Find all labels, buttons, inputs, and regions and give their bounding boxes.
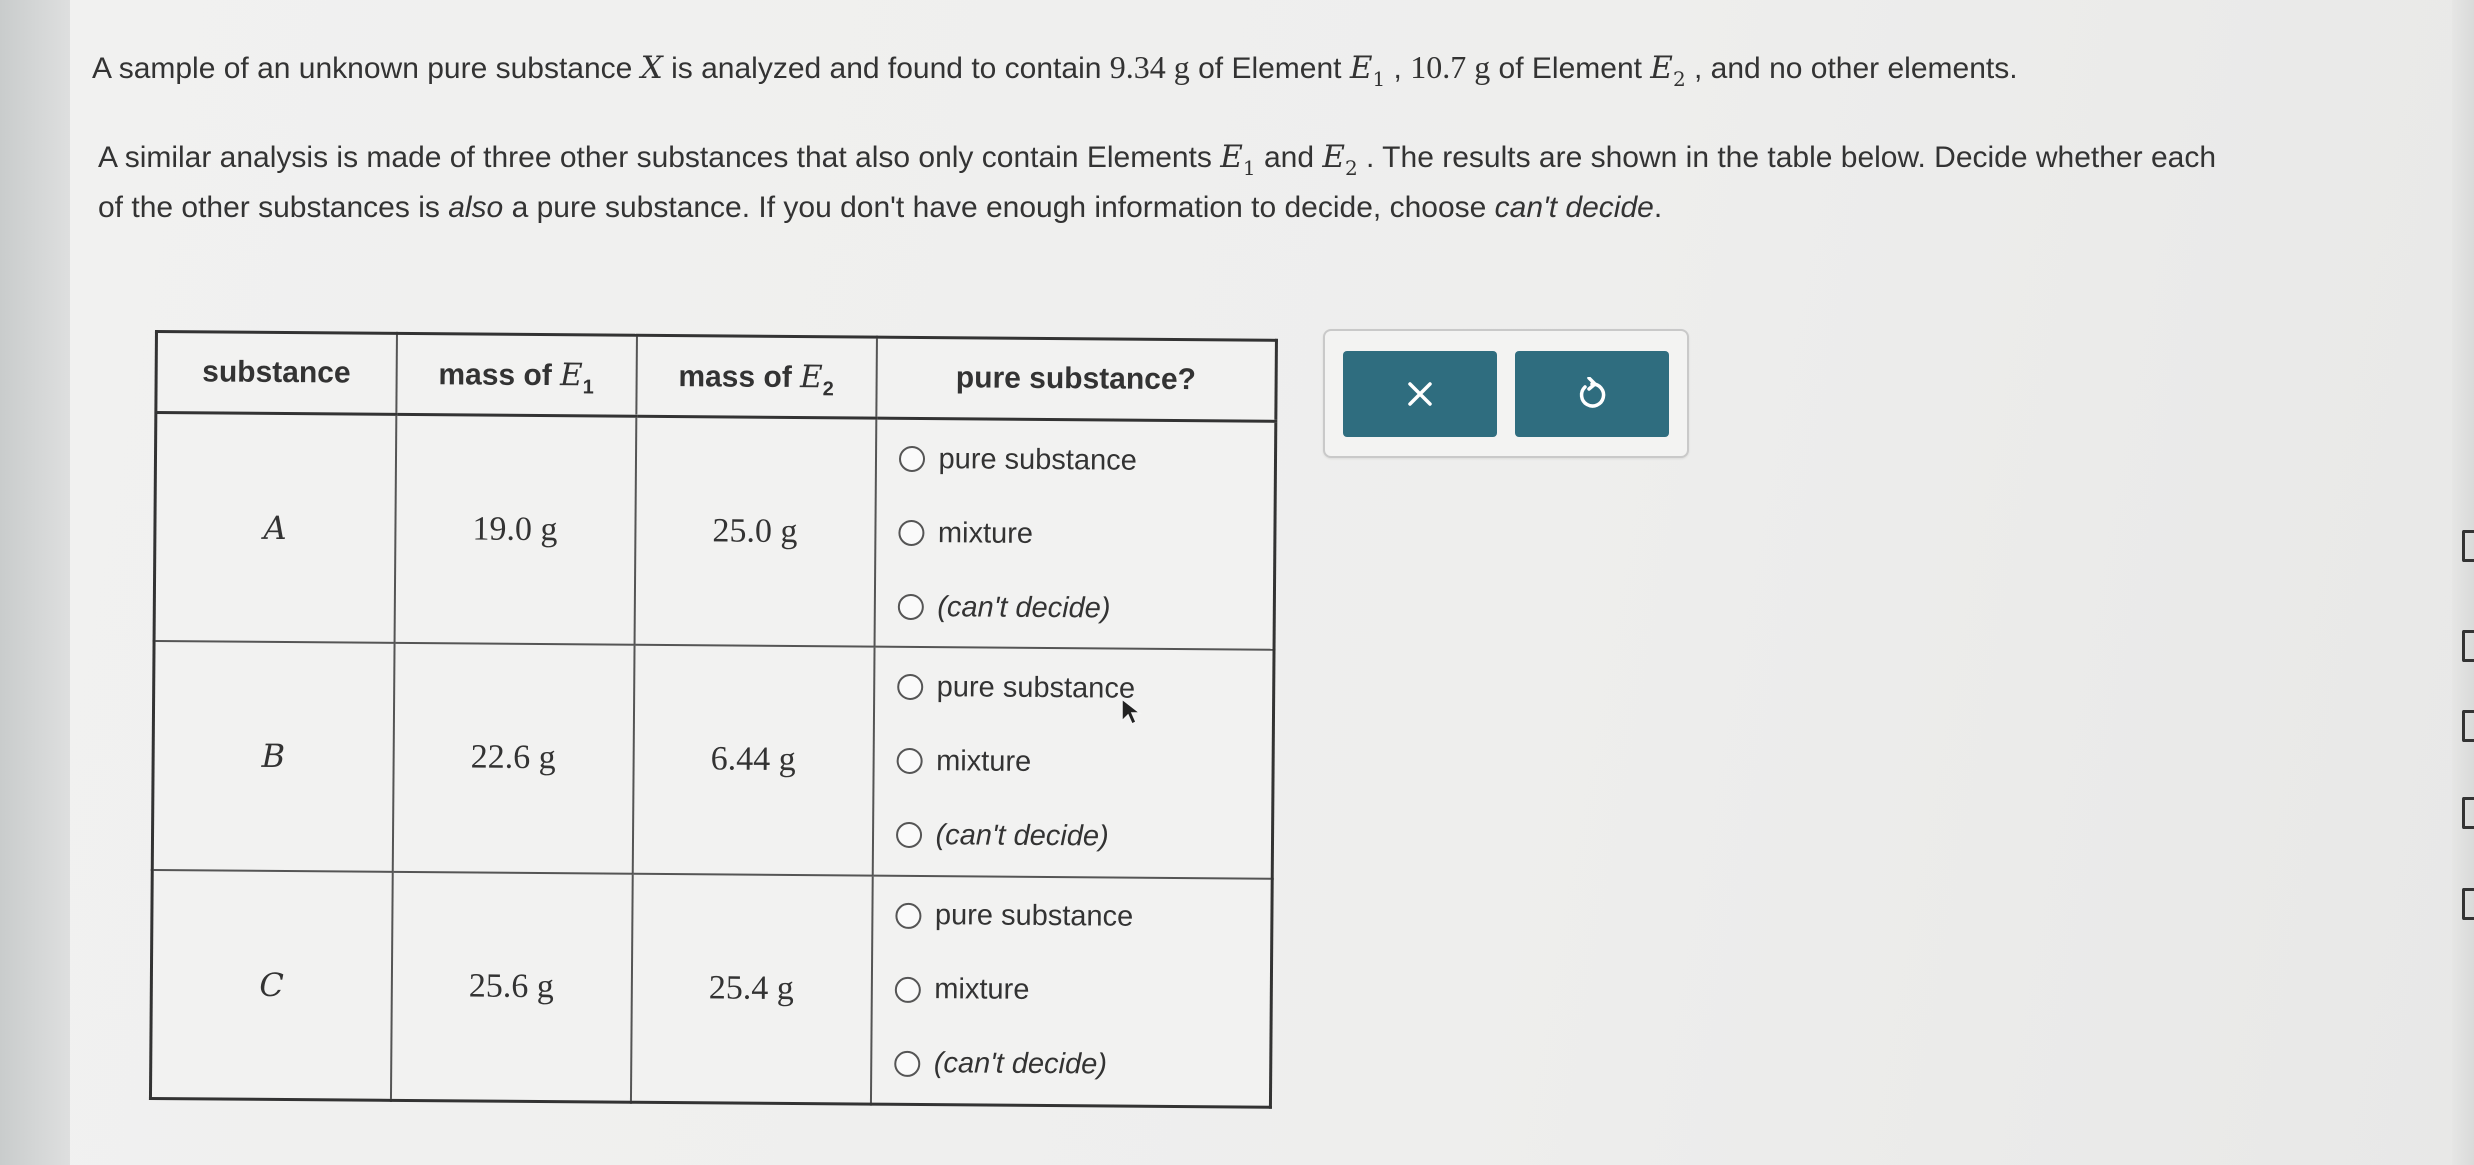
radio-pure-substance-c[interactable]	[895, 879, 1271, 956]
option-label: mixture	[936, 745, 1032, 778]
header-label: mass of	[678, 360, 801, 395]
intro-text: ,	[1385, 52, 1411, 85]
toolbar-icon[interactable]	[2462, 888, 2474, 920]
element-e1	[1220, 139, 1256, 180]
header-substance: substance	[156, 332, 397, 415]
emphasis-also: also	[448, 191, 504, 224]
intro-line	[98, 183, 2216, 233]
emphasis-cant-decide: can't decide	[1494, 191, 1654, 224]
element-subscript: 1	[582, 376, 594, 399]
intro-text: A similar analysis is made of three other substances that also only contain Elements	[98, 141, 1221, 174]
intro-paragraph-2	[98, 132, 2216, 233]
option-label: pure substance	[934, 899, 1134, 934]
radio-pure-substance-b[interactable]	[896, 650, 1272, 727]
intro-text: .	[1653, 191, 1663, 224]
element-symbol: E	[1322, 139, 1345, 175]
right-toolbar-strip	[2452, 0, 2474, 1165]
radio-cant-decide-c[interactable]	[893, 1027, 1269, 1104]
intro-text: is analyzed and found to contain	[662, 52, 1110, 85]
intro-text: of Element	[1490, 52, 1651, 85]
mass-value: 9.34 g	[1109, 49, 1190, 85]
left-edge	[0, 0, 70, 1165]
option-label: pure substance	[936, 671, 1136, 705]
radio-button[interactable]	[895, 822, 921, 848]
option-label: mixture	[934, 973, 1030, 1007]
radio-button[interactable]	[898, 446, 924, 472]
toolbar-icon[interactable]	[2462, 630, 2474, 662]
substances-table	[149, 330, 1278, 1109]
radio-button[interactable]	[894, 1051, 920, 1077]
mass-e1-cell: 22.6 g	[392, 643, 634, 873]
element-e2	[1322, 139, 1358, 180]
element-symbol: E	[559, 357, 583, 394]
element-e1	[1349, 50, 1386, 91]
element-symbol: E	[1650, 50, 1673, 86]
undo-button[interactable]	[1515, 351, 1669, 437]
substance-cell: B	[152, 641, 394, 871]
radio-button[interactable]	[897, 674, 923, 700]
radio-button[interactable]	[895, 903, 921, 929]
intro-text: A sample of an unknown pure substance	[92, 52, 641, 85]
element-subscript: 1	[1372, 67, 1386, 91]
radio-mixture-c[interactable]	[894, 953, 1270, 1030]
radio-button[interactable]	[894, 977, 920, 1003]
intro-paragraph-1	[92, 42, 2018, 94]
undo-icon	[1576, 377, 1608, 411]
radio-button[interactable]	[898, 520, 924, 546]
mouse-cursor-icon	[1120, 697, 1144, 727]
element-subscript: 2	[1344, 156, 1358, 180]
element-subscript: 2	[822, 378, 834, 401]
options-cell	[874, 418, 1276, 650]
element-symbol: E	[1349, 50, 1373, 86]
radio-mixture-a[interactable]	[898, 496, 1274, 573]
table-row-a	[154, 413, 1276, 651]
intro-text: and	[1255, 141, 1323, 174]
table-row-b	[152, 641, 1274, 878]
intro-text: . The results are shown in the table below. Decide whether each	[1357, 141, 2216, 174]
header-label: mass of	[438, 358, 561, 393]
mass-e2-cell: 25.4 g	[630, 873, 872, 1104]
options-cell	[872, 647, 1274, 878]
option-label: (can't decide)	[937, 590, 1111, 625]
element-e2	[1650, 50, 1686, 91]
intro-text: of the other substances is	[98, 191, 449, 224]
close-icon	[1405, 379, 1435, 409]
mass-e2-cell: 6.44 g	[632, 645, 874, 875]
options-cell	[870, 875, 1272, 1107]
intro-text: of Element	[1189, 52, 1350, 85]
substance-cell: C	[150, 870, 392, 1101]
option-label: (can't decide)	[933, 1047, 1108, 1081]
mass-e1-cell: 19.0 g	[394, 414, 636, 645]
mass-e1-cell: 25.6 g	[390, 872, 632, 1103]
option-label: pure substance	[938, 442, 1137, 477]
option-label: mixture	[937, 516, 1034, 550]
radio-mixture-b[interactable]	[896, 724, 1272, 801]
toolbar-icon[interactable]	[2462, 710, 2474, 742]
option-label: (can't decide)	[935, 819, 1109, 853]
action-button-panel	[1323, 329, 1689, 458]
substance-cell: A	[154, 413, 396, 644]
radio-cant-decide-a[interactable]	[897, 570, 1273, 647]
table-header-row	[156, 332, 1277, 422]
clear-button[interactable]	[1343, 351, 1497, 437]
element-symbol: E	[1220, 139, 1243, 175]
radio-button[interactable]	[896, 748, 922, 774]
intro-text: a pure substance. If you don't have enough information to decide, choose	[503, 191, 1495, 224]
toolbar-icon[interactable]	[2462, 530, 2474, 562]
header-mass-e1	[396, 333, 637, 416]
header-mass-e2	[636, 335, 877, 418]
mass-value: 10.7 g	[1410, 49, 1491, 85]
intro-text: , and no other elements.	[1685, 52, 2018, 85]
radio-button[interactable]	[897, 594, 923, 620]
element-subscript: 1	[1242, 156, 1256, 180]
header-pure-substance: pure substance?	[876, 337, 1277, 421]
radio-pure-substance-a[interactable]	[898, 422, 1274, 499]
table-row-c	[150, 870, 1272, 1108]
element-symbol: E	[799, 359, 823, 396]
radio-cant-decide-b[interactable]	[895, 798, 1271, 875]
element-subscript: 2	[1672, 67, 1686, 91]
variable-x: X	[640, 50, 663, 86]
intro-line	[98, 132, 2216, 183]
toolbar-icon[interactable]	[2462, 797, 2474, 829]
mass-e2-cell: 25.0 g	[634, 416, 876, 647]
